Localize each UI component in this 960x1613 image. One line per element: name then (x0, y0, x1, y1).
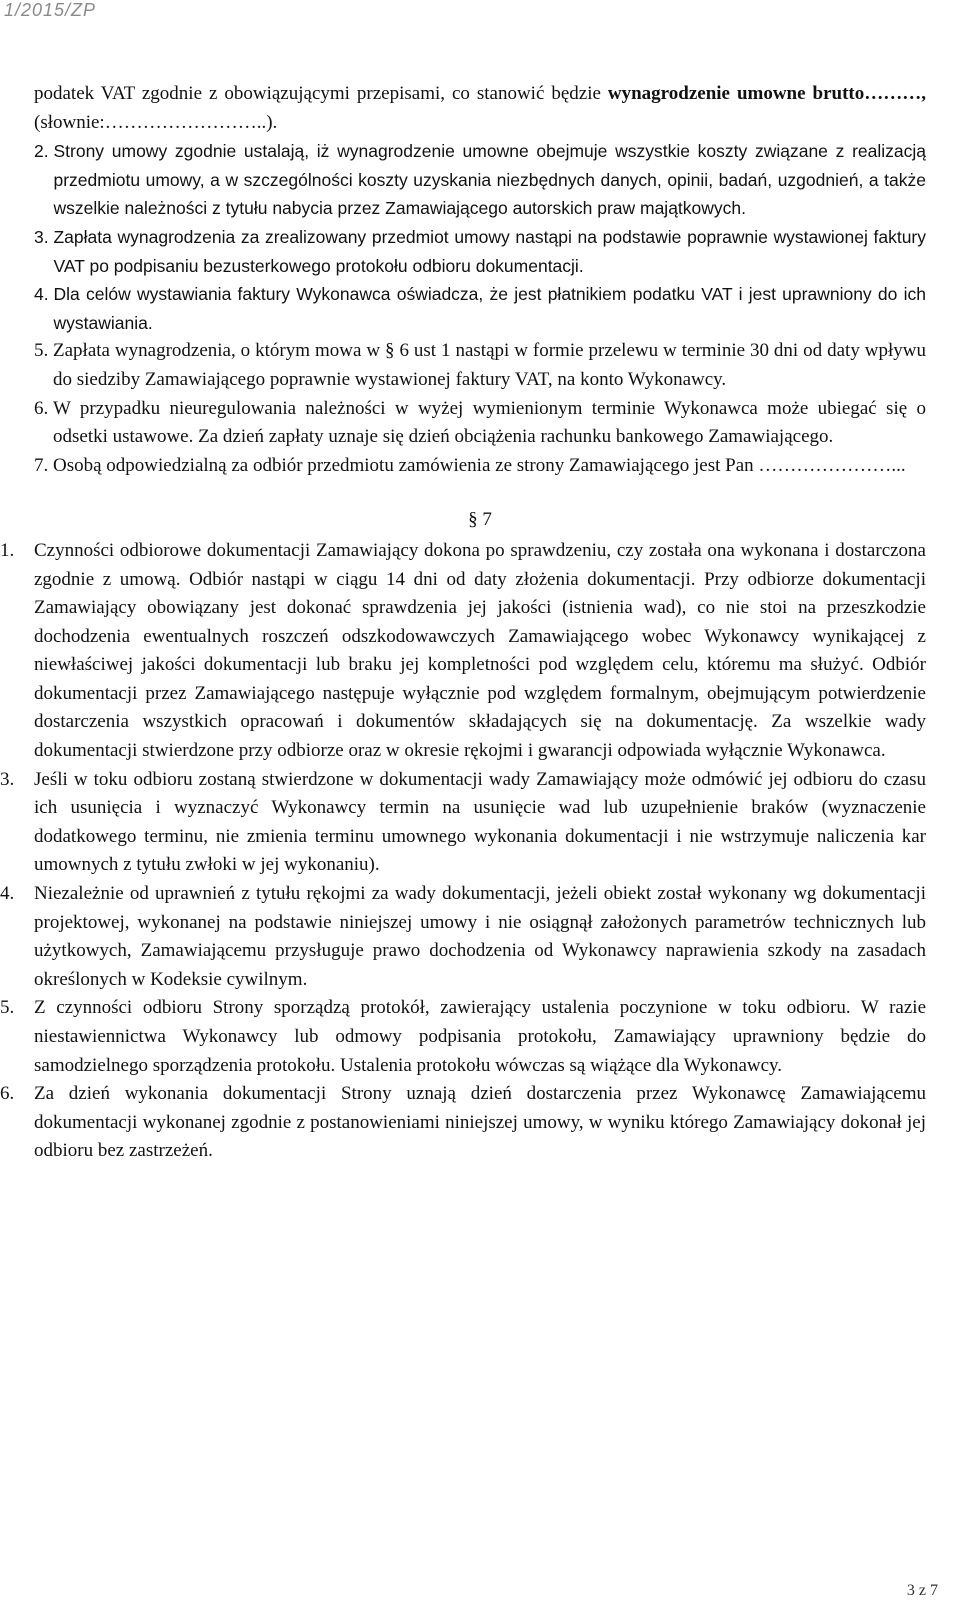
item-text: Z czynności odbioru Strony sporządzą protokół, zawierający ustalenia poczynione w toku odbioru. W razie niestawiennictwa Wykonawcy lub odmowy podpisania protokołu, Zamawiający uprawniony będzie do samodzielnego sporządzenia protokołu. Ustalenia protokołu wówczas są wiążące dla Wykonawcy. (34, 997, 926, 1076)
item-text: Niezależnie od uprawnień z tytułu rękojmi za wady dokumentacji, jeżeli obiekt został wykonany wg dokumentacji projektowej, wykonanej na podstawie niniejszej umowy i nie osiągnął założonych parametrów technicznych lub użytkowych, Zamawiającemu przysługuje prawo dochodzenia od Wykonawcy naprawienia szkody na zasadach określonych w Kodeksie cywilnym. (34, 883, 926, 990)
item-number: 5. (34, 340, 49, 362)
item-text: Za dzień wykonania dokumentacji Strony uznają dzień dostarczenia przez Wykonawcę Zamawiającemu dokumentacji wykonanej zgodnie z postanowieniami niniejszej umowy, w wyniku którego Zamawiający dokonał jej odbioru bez zastrzeżeń. (34, 1083, 926, 1162)
list-item (34, 452, 926, 481)
intro-text: podatek VAT zgodnie z obowiązującymi przepisami, co stanowić będzie (34, 83, 608, 104)
paragraph-intro (34, 80, 926, 137)
item-text: Czynności odbiorowe dokumentacji Zamawiający dokona po sprawdzeniu, czy została ona wykonana i dostarczona zgodnie z umową. Odbiór nastąpi w ciągu 14 dni od daty złożenia dokumentacji. Przy odbiorze dokumentacji Zamawiający obowiązany jest dokonać sprawdzenia jej jakości (istnienia wad), co nie stoi na przeszkodzie dochodzenia ewentualnych roszczeń odszkodowawczych Zamawiającego wobec Wykonawcy wynikającej z niewłaściwej jakości dokumentacji lub braku jej kompletności pod względem celu, któremu ma służyć. Odbiór dokumentacji przez Zamawiającego następuje wyłącznie pod względem formalnym, obejmującym potwierdzenie dostarczenia wszystkich opracowań i dokumentów składających się na dokumentację. Za wszelkie wady dokumentacji stwierdzone przy odbiorze oraz w okresie rękojmi i gwarancji odpowiada wyłącznie Wykonawca. (34, 539, 926, 762)
list-item (0, 766, 926, 880)
section-heading (34, 506, 926, 535)
item-text: Zapłata wynagrodzenia, o którym mowa w § 6 ust 1 nastąpi w formie przelewu w terminie 30 dni od daty wpływu do siedziby Zamawiającego poprawnie wystawionej faktury VAT, na konto Wykonawcy. (53, 340, 926, 390)
item-text: Strony umowy zgodnie ustalają, iż wynagrodzenie umowne obejmuje wszystkie koszty związane z realizacją przedmiotu umowy, a w szczególności koszty uzyskania niezbędnych danych, opinii, badań, uzgodnień, a także wszelkie należności z tytułu nabycia przez Zamawiającego autorskich praw majątkowych. (53, 141, 926, 219)
list-item (34, 137, 926, 223)
list-item (34, 280, 926, 337)
list-item (34, 395, 926, 452)
item-text: W przypadku nieuregulowania należności w wyżej wymienionym terminie Wykonawca może ubiegać się o odsetki ustawowe. Za dzień zapłaty uznaje się dzień obciążenia rachunku bankowego Zamawiającego. (53, 397, 926, 448)
item-text: Dla celów wystawiania faktury Wykonawca oświadcza, że jest płatnikiem podatku VAT i jest uprawniony do ich wystawiania. (53, 284, 926, 333)
intro-bold-amount: wynagrodzenie umowne brutto………, (607, 83, 926, 104)
item-number: 3. (0, 768, 15, 790)
list-item (0, 994, 926, 1080)
document-reference-number: 1/2015/ZP (4, 0, 97, 20)
item-number: 6. (0, 1083, 15, 1105)
list-item (0, 1080, 926, 1166)
item-number: 1. (0, 539, 15, 561)
item-number: 3. (34, 226, 49, 247)
list-item (0, 880, 926, 994)
list-item (34, 337, 926, 394)
list-item (34, 223, 926, 280)
item-text: Zapłata wynagrodzenia za zrealizowany przedmiot umowy nastąpi na podstawie poprawnie wystawionej faktury VAT po podpisaniu bezusterkowego protokołu odbioru dokumentacji. (53, 226, 926, 276)
item-text: Jeśli w toku odbioru zostaną stwierdzone w dokumentacji wady Zamawiający może odmówić jej odbioru do czasu ich usunięcia i wyznaczyć Wykonawcy termin na usunięcie wad lub uzupełnienie braków (wyznaczenie dodatkowego terminu, nie zmienia terminu umownego wykonania dokumentacji i nie wstrzymuje naliczenia kar umownych z tytułu zwłoki w jej wykonaniu). (34, 768, 926, 876)
intro-words: (słownie:……………………..). (34, 111, 278, 133)
item-number: 4. (0, 883, 15, 905)
section-number: § 7 (468, 509, 492, 531)
item-number: 7. (34, 454, 49, 476)
item-number: 4. (34, 284, 49, 305)
item-number: 6. (34, 397, 49, 419)
item-number: 5. (0, 997, 15, 1019)
document-body (0, 80, 926, 1166)
page-number: 3 z 7 (906, 1582, 938, 1599)
item-number: 2. (34, 141, 49, 162)
list-item (0, 537, 926, 766)
item-text: Osobą odpowiedzialną za odbiór przedmiotu zamówienia ze strony Zamawiającego jest Pan …………………... (53, 454, 906, 476)
